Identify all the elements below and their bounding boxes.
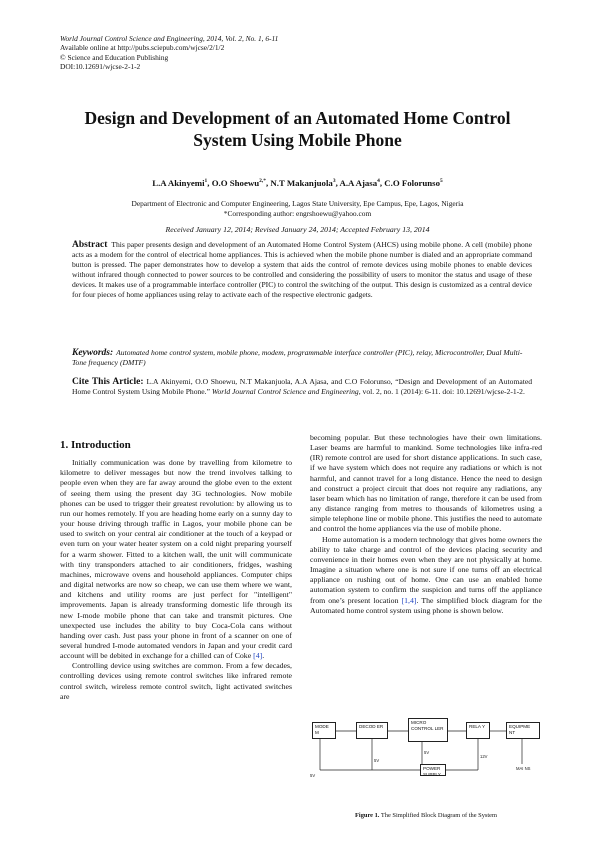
citation-link[interactable]: [1,4] — [401, 595, 417, 605]
intro-paragraph-1 — [60, 458, 292, 661]
corresponding-author: *Corresponding author: engrshoewu@yahoo.com — [223, 208, 372, 218]
figure-caption — [310, 812, 542, 819]
cite-journal: World Journal Control Science and Engineering — [211, 387, 359, 397]
author-name: N.T Makanjuola — [270, 178, 333, 188]
title-line-2: System Using Mobile Phone — [193, 130, 402, 150]
voltage-label: 5V — [310, 773, 316, 778]
decoder-block: DECOD ER — [356, 722, 388, 739]
paper-title — [40, 107, 555, 151]
journal-header — [60, 34, 278, 72]
author-name: C.O Folorunso — [384, 178, 441, 188]
keywords — [72, 348, 532, 368]
journal-line: World Journal Control Science and Engineering, 2014, Vol. 2, No. 1, 6-11 — [60, 34, 279, 43]
block-diagram — [310, 716, 542, 796]
voltage-label: 12V — [480, 754, 488, 759]
keywords-label: Keywords: — [72, 348, 114, 358]
abstract-text: This paper presents design and development of an Automated Home Control System (AHCS) using mobile phone. A cell (mobile) phone acts as a modem for the control of electrical home appliances. This is achieved when the mobile phone number is dialed and an appropriate command button is pressed. The paper demonstrates how to develop a system that aids the control of remote devices using mobile phones to enable devices without infrared though connected to power sources to be controlled and considering the possibility of users to monitor the status and usage of these devices. It makes use of a programmable interface controller (PIC) to control the switching of the output. This design is customized as a central device for four pieces of home appliances using relay to activate each of the respective electronic gadgets. — [72, 240, 532, 300]
abstract — [72, 240, 532, 301]
intro-paragraph-4 — [310, 535, 542, 616]
mains-label: MAI NS — [516, 766, 531, 771]
paragraph-text: Home automation is a modern technology that gives home owners the ability to take charge and control of the devices placing security and convenience in their homes even when they are not physically at home. Imagine a situation where one is not sure if one turns off an electrical appliance on rushing out of home. One can use an enabled home automation system to confirm the suspicion and turns off the appliance from one’s present location — [310, 534, 542, 605]
author-sup: 2,* — [259, 178, 266, 185]
affiliation-line: Department of Electronic and Computer Engineering, Lagos State University, Epe Campus, Epe, Lagos, Nigeria — [131, 199, 464, 208]
author-list: L.A Akinyemi$^1$, O.O Shoewu$^{2,*}$, N.T Makanjuola$^3$, A.A Ajasa$^4$, C.O Folorunso$^5$ — [152, 178, 443, 188]
section-heading: 1. Introduction — [60, 439, 131, 451]
voltage-label: 5V — [374, 758, 380, 763]
author-sup: 4 — [377, 178, 380, 185]
citation-link[interactable]: [4] — [253, 651, 263, 661]
cite-this-article — [72, 377, 532, 397]
paragraph-text: Initially communication was done by travelling from kilometre to kilometre to deliver messages but now the trend involves talking to people even when they are far away around the globe even to the extent of seeing them using the present day 3G technologies. Now mobile phones can be used to trigger their greatest revolution: by allowing us to run our homes remotely. If you are heading home early on a sunny day to your house driving through traffic in Lagos, your mobile phone can be used to switch on your central air conditioner at the touch of a keypad or even turn on your water heater system on a cold night preparing yourself for a warm shower. Fitted to a kitchen wall, the unit will communicate with tiny transponders attached to air conditioners, fridges, washing machines, microwave ovens and household appliances. Computer chips and digital networks are now so cheap, we can use them where we want, and kitchens and utility rooms are just perfect for "intelligent" improvements. Japan is already transforming domestic life through its new I-mode mobile phone that can take and transmit pictures. One unexpected use includes the ability to buy Coca-Cola cans without handing over cash. Just pass your phone in front of a scanner on one of several hundred I-mode automated vendors in Japan and your credit card account will be debited in exchange for a chilled can of Coke — [60, 458, 292, 661]
author-name: A.A Ajasa — [339, 178, 378, 188]
figure-label: Figure 1. — [355, 812, 380, 819]
cite-tail: , vol. 2, no. 1 (2014): 6-11. doi: 10.12691/wjcse-2-1-2. — [358, 387, 525, 397]
microcontroller-block: MICRO CONTROL LER — [408, 718, 448, 742]
author-name: O.O Shoewu — [211, 178, 260, 188]
cite-label: Cite This Article: — [72, 377, 144, 387]
author-sup: 5 — [440, 178, 443, 185]
doi-line: DOI:10.12691/wjcse-2-1-2 — [60, 62, 141, 72]
received-dates: Received January 12, 2014; Revised January 24, 2014; Accepted February 13, 2014 — [165, 225, 430, 234]
paragraph-end: . — [262, 651, 265, 661]
affiliation — [40, 199, 555, 218]
copyright-line: © Science and Education Publishing — [60, 52, 169, 62]
keywords-text: Automated home control system, mobile phone, modem, programmable interface controller (PIC), relay, Microcontroller, Dual Multi-Tone frequency (DMTF) — [72, 348, 523, 368]
voltage-label: 5V — [424, 750, 430, 755]
relay-block: RELA Y — [466, 722, 490, 739]
author-sup: 3 — [332, 178, 336, 185]
equipment-block: EQUIPME NT — [506, 722, 540, 739]
author-name: L.A Akinyemi — [152, 178, 205, 188]
intro-paragraph-3: becoming popular. But these technologies have their own limitations. Laser beams are harmful to mankind. Some technologies like infra-red (IR) remote control are used for short distance applications. In such case, if we have system which does not require any radiations or which is not harmful, and cannot travel for a long distance. Hence the need to design and construct a project circuit that does not require any radiations, any laser beam which has no limitation of range, therefore it can be used from any distance ranging from metres to thousands of kilometres using a simple telephone line or mobile phone. This justifies the need to automate and control the home appliances via the use of mobile phone. — [310, 433, 542, 534]
abstract-label: Abstract — [72, 240, 108, 250]
modem-block: MODE M — [312, 722, 336, 739]
paragraph-end: . The simplified block diagram for the Automated home control system using phone is shown below. — [310, 595, 543, 615]
title-line-1: Design and Development of an Automated Home Control — [84, 108, 511, 128]
left-column — [60, 440, 292, 702]
right-column — [310, 433, 542, 616]
figure-caption-text: The Simplified Block Diagram of the System — [380, 812, 497, 819]
power-supply-block: POWER SUPPLY — [420, 764, 446, 776]
author-sup: 1 — [204, 178, 208, 185]
intro-paragraph-2: Controlling device using switches are common. From a few decades, controlling devices using remote control switches like infrared remote control switch, wireless remote control switch, light activated switches are — [60, 661, 292, 701]
available-line: Available online at http://pubs.sciepub.com/wjcse/2/1/2 — [60, 43, 225, 53]
cite-text: L.A Akinyemi, O.O Shoewu, N.T Makanjuola, A.A Ajasa, and C.O Folorunso, “Design and Development of an Automated Home Control System Using Mobile Phone.” — [72, 377, 532, 397]
